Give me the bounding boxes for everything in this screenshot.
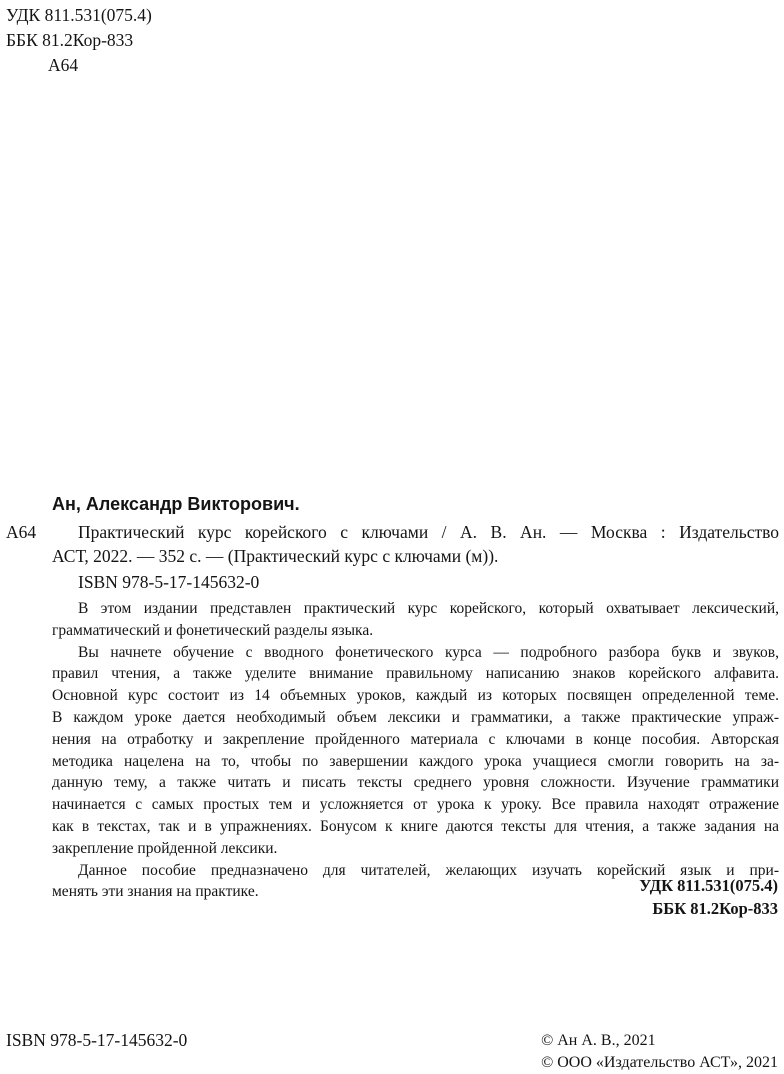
author-sign: А64: [48, 55, 79, 75]
copyright-author: © Ан А. В., 2021: [541, 1032, 656, 1049]
isbn-footer: ISBN 978-5-17-145632-0: [6, 1030, 188, 1050]
copyright-publisher: © ООО «Издательство АСТ», 2021: [541, 1054, 778, 1071]
classification-codes-bottom: [639, 874, 778, 920]
annotation-line: данную тему, а также читать и писать тексты среднего уровня сложности. Изучение грамматики: [52, 774, 779, 792]
author-heading: Ан, Александр Викторович.: [52, 494, 300, 514]
author-sign-margin: А64: [6, 522, 37, 542]
annotation-line: грамматический и фонетический разделы языка.: [52, 621, 374, 639]
annotation-line: менять эти знания на практике.: [52, 883, 259, 901]
annotation-line: Основной курс состоит из 14 объемных уроков, каждый из которых посвящен определенной теме.: [52, 687, 779, 705]
annotation: [52, 598, 779, 903]
annotation-line: нения на отработку и закрепление пройденного материала с ключами в конце пособия. Авторская: [52, 730, 779, 748]
udk-code: УДК 811.531(075.4): [639, 876, 778, 895]
annotation-line: правил чтения, а также уделите внимание правильному написанию знаков корейского алфавита.: [52, 665, 779, 683]
annotation-line: закрепление пройденной лексики.: [52, 839, 278, 857]
annotation-line: начинается с самых простых тем и усложняется от урока к уроку. Все правила находят отражение: [52, 796, 779, 814]
isbn-entry: ISBN 978-5-17-145632-0: [78, 572, 260, 592]
entry-line: АСТ, 2022. — 352 с. — (Практический курс с ключами (м)).: [52, 546, 499, 566]
entry-line: Практический курс корейского с ключами / А. В. Ан. — Москва : Издательство: [78, 522, 779, 542]
annotation-line: В этом издании представлен практический курс корейского, который охватывает лексический,: [78, 600, 779, 617]
udk-code: УДК 811.531(075.4): [6, 5, 152, 25]
annotation-line: как в текстах, так и в упражнениях. Бонусом к книге даются тексты для чтения, а также задания на: [52, 817, 779, 835]
annotation-line: Вы начнете обучение с вводного фонетического курса — подробного разбора букв и звуков,: [78, 643, 779, 661]
annotation-line: В каждом уроке дается необходимый объем лексики и грамматики, а также практические упраж-: [52, 708, 779, 726]
bbk-code: ББК 81.2Кор-833: [6, 30, 134, 50]
annotation-line: Данное пособие предназначено для читателей, желающих изучать корейский язык и при-: [78, 861, 779, 879]
annotation-line: методика нацелена на то, чтобы по завершении каждого урока учащиеся смогли говорить на за-: [52, 752, 779, 770]
bbk-code: ББК 81.2Кор-833: [652, 899, 778, 918]
copyright-block: [541, 1030, 778, 1074]
classification-codes-top: [6, 3, 152, 78]
bibliographic-entry: [52, 520, 779, 568]
